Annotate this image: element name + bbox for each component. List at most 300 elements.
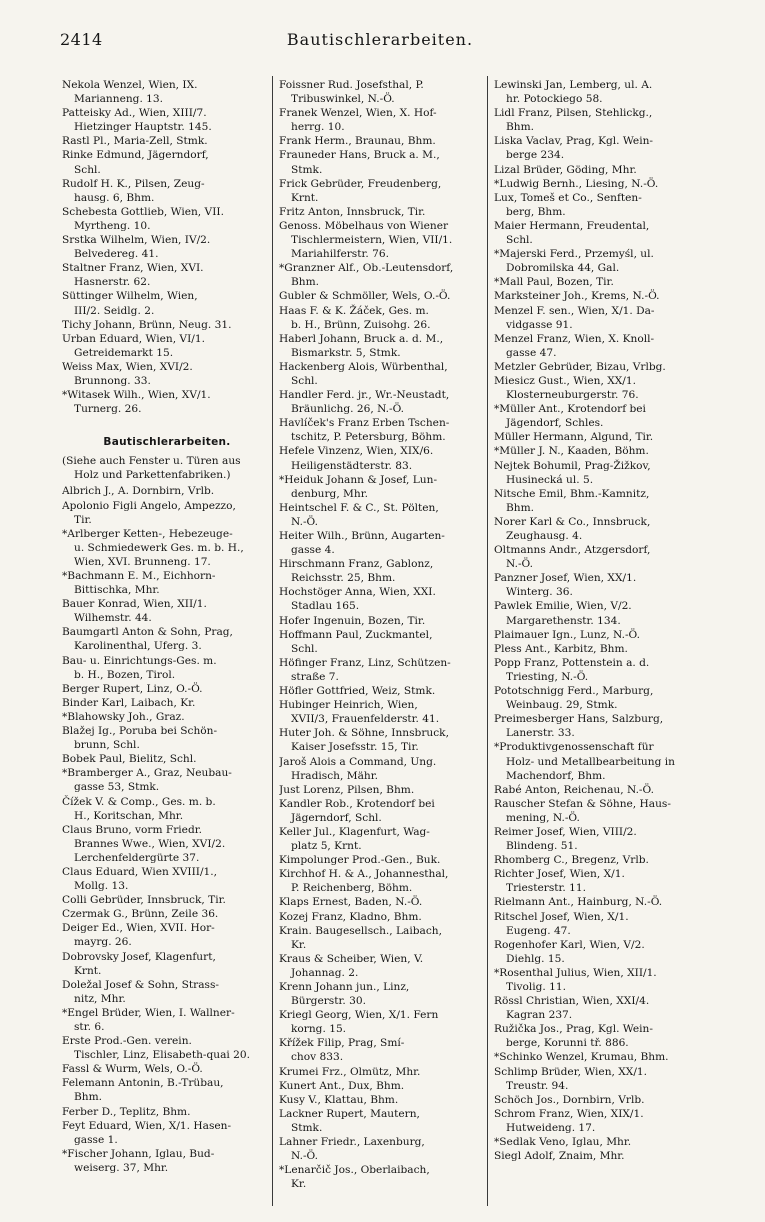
entry-continuation: H., Koritschan, Mhr.: [74, 809, 184, 822]
directory-entry: [62, 332, 272, 360]
directory-entry: [62, 724, 272, 752]
entry-continuation: Tischler, Linz, Elisabeth-quai 20.: [74, 1049, 250, 1062]
entry-continuation: XVII/3, Frauenfelderstr. 41.: [291, 713, 440, 726]
entry-continuation: herrg. 10.: [291, 121, 345, 134]
directory-entry: [494, 304, 704, 332]
directory-entry: [279, 219, 484, 261]
directory-entry: [494, 543, 704, 571]
entry-continuation: Karolinenthal, Uferg. 3.: [74, 640, 202, 653]
entry-continuation: str. 6.: [74, 1021, 105, 1033]
entry-line: Siegl Adolf, Znaim, Mhr.: [494, 1150, 625, 1163]
entry-line: *Heiduk Johann & Josef, Lun-: [279, 473, 438, 486]
entry-line: *Majerski Ferd., Przemyśl, ul.: [494, 248, 654, 261]
directory-entry: [494, 783, 704, 797]
page-header: [60, 30, 700, 52]
entry-line: *Mall Paul, Bozen, Tir.: [494, 276, 614, 289]
column-2-entries: [279, 78, 484, 1191]
directory-entry: [494, 712, 704, 740]
entry-line: Lackner Rupert, Mautern,: [279, 1107, 420, 1120]
entry-continuation: b. H., Brünn, Zuisohg. 26.: [291, 318, 431, 331]
directory-entry: [279, 797, 484, 825]
entry-continuation: Hasnerstr. 62.: [74, 276, 151, 289]
entry-continuation: Bhm.: [74, 1091, 103, 1104]
directory-entry: [279, 614, 484, 628]
directory-entry: [62, 682, 272, 696]
entry-continuation: gasse 1.: [74, 1133, 118, 1146]
entry-line: *Müller J. N., Kaaden, Böhm.: [494, 445, 649, 458]
entry-continuation: Tir.: [74, 513, 92, 526]
entry-continuation: Belvedereg. 41.: [74, 248, 159, 261]
entry-line: Doležal Josef & Sohn, Strass-: [62, 978, 219, 991]
entry-continuation: Schl.: [74, 163, 101, 176]
entry-continuation: mening, N.-Ö.: [506, 811, 580, 824]
entry-line: *Müller Ant., Krotendorf bei: [494, 403, 646, 416]
entry-continuation: berg, Bhm.: [506, 205, 566, 218]
entry-continuation: Kr.: [291, 1178, 307, 1191]
directory-entry: [279, 444, 484, 472]
entry-continuation: Schl.: [506, 234, 533, 247]
directory-entry: [279, 360, 484, 388]
directory-entry: [279, 1036, 484, 1064]
directory-entry: [279, 177, 484, 205]
directory-entry: [494, 1065, 704, 1093]
entry-continuation: Tribuswinkel, N.-Ö.: [291, 93, 395, 106]
entry-line: Albrich J., A. Dornbirn, Vrlb.: [62, 485, 215, 498]
entry-continuation: brunn, Schl.: [74, 739, 140, 752]
directory-entry: [279, 684, 484, 698]
directory-entry: [494, 1022, 704, 1050]
entry-line: Hefele Vinzenz, Wien, XIX/6.: [279, 445, 434, 458]
entry-continuation: Bräunlichg. 26, N.-Ö.: [291, 403, 405, 416]
directory-entry: [279, 910, 484, 924]
entry-continuation: Bittischka, Mhr.: [74, 584, 160, 597]
entry-line: Metzler Gebrüder, Bizau, Vrlbg.: [494, 360, 666, 373]
directory-entry: [62, 569, 272, 597]
directory-entry: [494, 332, 704, 360]
entry-line: Berger Rupert, Linz, O.-Ö.: [62, 682, 203, 695]
directory-entry: [279, 867, 484, 895]
entry-line: Apolonio Figli Angelo, Ampezzo,: [62, 499, 236, 512]
entry-continuation: Tischlermeistern, Wien, VII/1. Mariahilferstr. 76.: [291, 234, 453, 261]
entry-continuation: Hietzinger Hauptstr. 145.: [74, 121, 212, 134]
running-title: Bautischlerarbeiten.: [286, 30, 474, 49]
directory-entry: [62, 177, 272, 205]
entry-line: *Ludwig Bernh., Liesing, N.-Ö.: [494, 177, 659, 190]
entry-continuation: Krnt.: [291, 191, 319, 204]
entry-line: Menzel F. sen., Wien, X/1. Da-: [494, 304, 655, 317]
entry-line: Hoffmann Paul, Zuckmantel,: [279, 628, 433, 641]
entry-line: Rhomberg C., Bregenz, Vrlb.: [494, 854, 649, 867]
entry-line: Pawlek Emilie, Wien, V/2.: [494, 600, 632, 613]
entry-line: *Blahowsky Joh., Graz.: [62, 710, 185, 723]
entry-line: Claus Eduard, Wien XVIII/1.,: [62, 865, 218, 878]
entry-line: Bau- u. Einrichtungs-Ges. m.: [62, 654, 217, 667]
entry-continuation: Holz- und Metallbearbeitung in Machendorf, Bhm.: [506, 755, 675, 782]
entry-line: *Rosenthal Julius, Wien, XII/1.: [494, 966, 657, 979]
directory-entry: [494, 740, 704, 782]
directory-entry: [62, 1062, 272, 1076]
directory-entry: [62, 696, 272, 710]
entry-line: *Granzner Alf., Ob.-Leutensdorf,: [279, 262, 454, 275]
entry-line: *Schinko Wenzel, Krumau, Bhm.: [494, 1051, 669, 1064]
directory-entry: [494, 289, 704, 303]
entry-line: Czermak G., Brünn, Zeile 36.: [62, 908, 219, 921]
entry-line: Haas F. & K. Žáček, Ges. m.: [279, 304, 429, 317]
directory-entry: [494, 797, 704, 825]
entry-continuation: chov 833.: [291, 1051, 344, 1064]
entry-continuation: Bürgerstr. 30.: [291, 995, 366, 1008]
directory-entry: [62, 318, 272, 332]
directory-entry: [494, 402, 704, 430]
directory-entry: [62, 106, 272, 134]
entry-continuation: Marianneng. 13.: [74, 93, 164, 106]
entry-line: Staltner Franz, Wien, XVI.: [62, 262, 204, 275]
directory-entry: [62, 261, 272, 289]
entry-line: Reimer Josef, Wien, VIII/2.: [494, 825, 637, 838]
entry-continuation: Brunnong. 33.: [74, 374, 151, 387]
entry-line: Frauneder Hans, Bruck a. M.,: [279, 149, 440, 162]
directory-entry: [494, 599, 704, 627]
directory-entry: [494, 360, 704, 374]
entry-continuation: Bhm.: [506, 501, 535, 514]
entry-line: Keller Jul., Klagenfurt, Wag-: [279, 825, 430, 838]
entry-line: Huter Joh. & Söhne, Innsbruck,: [279, 727, 449, 740]
entry-continuation: Eugeng. 47.: [506, 924, 571, 937]
directory-entry: [279, 755, 484, 783]
entry-line: Fritz Anton, Innsbruck, Tir.: [279, 205, 426, 218]
entry-line: Foissner Rud. Josefsthal, P.: [279, 79, 424, 91]
entry-continuation: Heiligenstädterstr. 83.: [291, 459, 413, 472]
entry-line: Deiger Ed., Wien, XVII. Hor-: [62, 922, 215, 935]
column-2: [279, 78, 484, 1198]
entry-continuation: N.-Ö.: [291, 515, 318, 528]
entry-continuation: N.-Ö.: [506, 558, 533, 571]
directory-entry: [279, 924, 484, 952]
directory-entry: [494, 275, 704, 289]
entry-continuation: hr. Potockiego 58.: [506, 93, 603, 106]
entry-line: Lewinski Jan, Lemberg, ul. A.: [494, 79, 653, 91]
entry-line: *Bachmann E. M., Eichhorn-: [62, 570, 216, 582]
entry-line: Rössl Christian, Wien, XXI/4.: [494, 995, 650, 1008]
entry-line: Hubinger Heinrich, Wien,: [279, 699, 418, 712]
entry-continuation: nitz, Mhr.: [74, 992, 126, 1005]
entry-line: Genoss. Möbelhaus von Wiener: [279, 219, 449, 232]
entry-line: Urban Eduard, Wien, VI/1.: [62, 332, 205, 345]
entry-line: Hochstöger Anna, Wien, XXI.: [279, 586, 436, 599]
directory-entry: [279, 825, 484, 853]
entry-line: Ferber D., Teplitz, Bhm.: [62, 1105, 191, 1118]
directory-entry: [279, 1079, 484, 1093]
entry-continuation: berge, Korunni tř. 886.: [506, 1037, 629, 1050]
entry-line: Kunert Ant., Dux, Bhm.: [279, 1079, 405, 1092]
directory-entry: [279, 304, 484, 332]
entry-continuation: Kagran 237.: [506, 1009, 573, 1022]
entry-line: Rielmann Ant., Hainburg, N.-Ö.: [494, 896, 663, 909]
entry-line: Marksteiner Joh., Krems, N.-Ö.: [494, 290, 660, 303]
directory-entry: [494, 642, 704, 656]
entry-continuation: gasse 47.: [506, 346, 557, 359]
directory-entry: [494, 656, 704, 684]
entry-line: Kraus & Scheiber, Wien, V.: [279, 952, 424, 965]
directory-entry: [279, 473, 484, 501]
entry-line: Baumgartl Anton & Sohn, Prag,: [62, 626, 233, 639]
directory-entry: [62, 597, 272, 625]
entry-line: *Bramberger A., Graz, Neubau-: [62, 767, 232, 780]
directory-entry: [62, 1147, 272, 1175]
directory-entry: [494, 910, 704, 938]
entry-line: Kandler Rob., Krotendorf bei: [279, 797, 435, 810]
section-heading: Bautischlerarbeiten.: [103, 436, 231, 449]
directory-entry: [62, 360, 272, 388]
directory-entry: [62, 289, 272, 317]
directory-entry: [62, 893, 272, 907]
entry-line: *Lenarčič Jos., Oberlaibach,: [279, 1164, 430, 1177]
directory-entry: [62, 78, 272, 106]
entry-continuation: denburg, Mhr.: [291, 487, 368, 500]
directory-entry: [62, 766, 272, 794]
entry-line: Krenn Johann jun., Linz,: [279, 981, 410, 993]
entry-line: Maier Hermann, Freudental,: [494, 219, 650, 232]
entry-line: Weiss Max, Wien, XVI/2.: [62, 360, 193, 373]
entry-continuation: Diehlg. 15.: [506, 952, 565, 965]
directory-entry: [62, 625, 272, 653]
entry-line: Rabé Anton, Reichenau, N.-Ö.: [494, 783, 654, 796]
entry-line: Jaroš Alois a Command, Ung.: [279, 755, 437, 768]
section-note: [62, 454, 272, 482]
entry-continuation: Hradisch, Mähr.: [291, 769, 378, 782]
column-1-entries-after-heading: [62, 484, 272, 1175]
column-1: [62, 78, 272, 1198]
entry-line: Schebesta Gottlieb, Wien, VII.: [62, 205, 224, 218]
entry-line: *Arlberger Ketten-, Hebezeuge-: [62, 527, 233, 540]
entry-continuation: Kr.: [291, 938, 307, 951]
entry-continuation: Myrtheng. 10.: [74, 219, 151, 232]
entry-line: Pless Ant., Karbitz, Bhm.: [494, 642, 628, 655]
entry-continuation: Wilhemstr. 44.: [74, 612, 152, 625]
directory-entry: [494, 867, 704, 895]
entry-line: Bauer Konrad, Wien, XII/1.: [62, 598, 207, 611]
directory-entry: [279, 289, 484, 303]
directory-entry: [279, 698, 484, 726]
directory-entry: [494, 459, 704, 487]
entry-line: Schlimp Brüder, Wien, XX/1.: [494, 1065, 648, 1078]
directory-entry: [62, 752, 272, 766]
directory-entry: [279, 656, 484, 684]
directory-entry: [62, 823, 272, 865]
directory-entry: [279, 557, 484, 585]
entry-line: *Produktivgenossenschaft für: [494, 741, 654, 754]
entry-line: Schrom Franz, Wien, XIX/1.: [494, 1107, 644, 1120]
directory-entry: [494, 106, 704, 134]
entry-continuation: korng. 15.: [291, 1023, 347, 1036]
entry-continuation: Kaiser Josefsstr. 15, Tir.: [291, 741, 419, 754]
entry-continuation: Getreidemarkt 15.: [74, 346, 174, 359]
entry-line: Klaps Ernest, Baden, N.-Ö.: [279, 896, 423, 909]
entry-line: Heintschel F. & C., St. Pölten,: [279, 501, 439, 514]
directory-entry: [494, 219, 704, 247]
directory-entry: [494, 247, 704, 275]
directory-entry: [62, 907, 272, 921]
entry-continuation: Hutweideng. 17.: [506, 1121, 596, 1134]
directory-entry: [62, 1006, 272, 1034]
entry-line: Rinke Edmund, Jägerndorf,: [62, 149, 209, 162]
directory-entry: [279, 332, 484, 360]
entry-line: Kirchhof H. & A., Johannesthal,: [279, 868, 449, 881]
entry-line: Feyt Eduard, Wien, X/1. Hasen-: [62, 1119, 232, 1132]
entry-line: Rudolf H. K., Pilsen, Zeug-: [62, 177, 205, 190]
entry-line: Kimpolunger Prod.-Gen., Buk.: [279, 854, 441, 867]
entry-continuation: Johannag. 2.: [291, 966, 359, 979]
directory-entry: [279, 726, 484, 754]
directory-entry: [279, 205, 484, 219]
entry-line: Panzner Josef, Wien, XX/1.: [494, 572, 637, 585]
entry-line: Menzel Franz, Wien, X. Knoll-: [494, 332, 655, 345]
directory-entry: [279, 853, 484, 867]
directory-entry: [494, 191, 704, 219]
entry-line: *Sedlak Veno, Iglau, Mhr.: [494, 1136, 632, 1149]
entry-line: Lahner Friedr., Laxenburg,: [279, 1136, 425, 1149]
directory-entry: [279, 1163, 484, 1191]
entry-line: Müller Hermann, Algund, Tir.: [494, 431, 654, 444]
entry-line: Höfinger Franz, Linz, Schützen-: [279, 656, 451, 669]
directory-entry: [494, 966, 704, 994]
entry-line: Krain. Baugesellsch., Laibach,: [279, 924, 442, 937]
directory-entry: [62, 388, 272, 416]
entry-continuation: Brannes Wwe., Wien, XVI/2. Lerchenfeldergürte 37.: [74, 837, 226, 864]
entry-line: *Engel Brüder, Wien, I. Wallner-: [62, 1006, 235, 1019]
entry-line: Lizal Brüder, Göding, Mhr.: [494, 163, 637, 176]
directory-entry: [494, 163, 704, 177]
entry-continuation: gasse 53, Stmk.: [74, 781, 160, 794]
entry-line: Ritschel Josef, Wien, X/1.: [494, 910, 629, 923]
directory-entry: [279, 783, 484, 797]
directory-entry: [494, 1093, 704, 1107]
column-1-entries-before-heading: [62, 78, 272, 416]
entry-line: Erste Prod.-Gen. verein.: [62, 1035, 192, 1048]
entry-continuation: tschitz, P. Petersburg, Böhm.: [291, 431, 446, 444]
directory-entry: [279, 529, 484, 557]
directory-entry: [62, 865, 272, 893]
directory-entry: [62, 233, 272, 261]
column-divider-1: [272, 76, 273, 1206]
entry-continuation: P. Reichenberg, Böhm.: [291, 882, 413, 895]
entry-continuation: Turnerg. 26.: [74, 403, 142, 416]
entry-line: Čížek V. & Comp., Ges. m. b.: [62, 795, 216, 808]
entry-continuation: u. Schmiedewerk Ges. m. b. H., Wien, XVI. Brunneng. 17.: [74, 541, 244, 568]
entry-line: Popp Franz, Pottenstein a. d.: [494, 656, 650, 669]
directory-entry: [62, 134, 272, 148]
entry-line: Haberl Johann, Bruck a. d. M.,: [279, 332, 444, 345]
directory-entry: [494, 374, 704, 402]
entry-continuation: hausg. 6, Bhm.: [74, 191, 155, 204]
entry-line: Bobek Paul, Bielitz, Schl.: [62, 753, 197, 766]
entry-line: Plaimauer Ign., Lunz, N.-Ö.: [494, 628, 640, 641]
entry-line: Blažej Ig., Poruba bei Schön-: [62, 725, 218, 738]
entry-continuation: gasse 4.: [291, 544, 335, 557]
directory-entry: [279, 78, 484, 106]
entry-continuation: Margarethenstr. 134.: [506, 614, 621, 627]
entry-line: *Fischer Johann, Iglau, Bud-: [62, 1147, 215, 1160]
directory-entry: [279, 1093, 484, 1107]
entry-line: *Witasek Wilh., Wien, XV/1.: [62, 389, 211, 402]
entry-line: Oltmanns Andr., Atzgersdorf,: [494, 544, 651, 557]
entry-line: Havlíček's Franz Erben Tschen-: [279, 417, 450, 430]
entry-line: Gubler & Schmöller, Wels, O.-Ö.: [279, 290, 451, 303]
directory-entry: [279, 134, 484, 148]
directory-entry: [279, 1008, 484, 1036]
entry-line: Felemann Antonin, B.-Trübau,: [62, 1077, 224, 1090]
directory-entry: [279, 1135, 484, 1163]
entry-continuation: Stadlau 165.: [291, 600, 360, 613]
directory-entry: [62, 654, 272, 682]
directory-entry: [494, 994, 704, 1022]
entry-line: Frank Herm., Braunau, Bhm.: [279, 135, 436, 148]
directory-entry: [494, 78, 704, 106]
entry-line: Norer Karl & Co., Innsbruck,: [494, 515, 651, 528]
directory-entry: [279, 628, 484, 656]
entry-continuation: Jägendorf, Schles.: [506, 417, 604, 430]
directory-entry: [62, 978, 272, 1006]
entry-line: Nekola Wenzel, Wien, IX.: [62, 79, 198, 91]
entry-line: Franek Wenzel, Wien, X. Hof-: [279, 107, 437, 120]
directory-entry: [494, 1135, 704, 1149]
entry-continuation: b. H., Bozen, Tirol.: [74, 668, 176, 681]
entry-line: Rauscher Stefan & Söhne, Haus-: [494, 797, 671, 810]
directory-entry: [494, 134, 704, 162]
entry-line: Handler Ferd. jr., Wr.-Neustadt,: [279, 389, 450, 402]
entry-continuation: Reichsstr. 25, Bhm.: [291, 572, 396, 585]
entry-continuation: platz 5, Krnt.: [291, 840, 362, 853]
directory-entry: [494, 1149, 704, 1163]
entry-continuation: Triesterstr. 11.: [506, 882, 586, 895]
entry-line: Nitsche Emil, Bhm.-Kamnitz,: [494, 487, 650, 500]
directory-entry: [494, 1107, 704, 1135]
entry-continuation: mayrg. 26.: [74, 936, 132, 949]
directory-entry: [494, 444, 704, 458]
entry-line: Miesicz Gust., Wien, XX/1.: [494, 374, 636, 387]
entry-line: Ružička Jos., Prag, Kgl. Wein-: [494, 1023, 653, 1036]
section-note-line-1: (Siehe auch Fenster u. Türen aus: [62, 455, 241, 468]
directory-entry: [494, 1050, 704, 1064]
entry-line: Binder Karl, Laibach, Kr.: [62, 696, 196, 709]
entry-line: Liska Vaclav, Prag, Kgl. Wein-: [494, 135, 653, 148]
directory-entry: [62, 710, 272, 724]
directory-entry: [279, 952, 484, 980]
entry-continuation: Tivolig. 11.: [506, 981, 566, 993]
entry-line: Kozej Franz, Kladno, Bhm.: [279, 910, 422, 923]
entry-line: Fassl & Wurm, Wels, O.-Ö.: [62, 1063, 203, 1076]
entry-line: Pototschnigg Ferd., Marburg,: [494, 685, 654, 698]
entry-continuation: Blindeng. 51.: [506, 840, 578, 853]
entry-continuation: Dobromilska 44, Gal.: [506, 262, 620, 275]
entry-line: Dobrovsky Josef, Klagenfurt,: [62, 950, 216, 963]
directory-entry: [279, 980, 484, 1008]
entry-line: Frick Gebrüder, Freudenberg,: [279, 177, 442, 190]
entry-continuation: Krnt.: [74, 964, 102, 977]
entry-continuation: Jägerndorf, Schl.: [291, 811, 382, 824]
directory-entry: [279, 585, 484, 613]
directory-entry: [494, 895, 704, 909]
directory-entry: [279, 388, 484, 416]
entry-line: Schöch Jos., Dornbirn, Vrlb.: [494, 1093, 645, 1106]
entry-line: Krumei Frz., Olmütz, Mhr.: [279, 1065, 421, 1078]
directory-entry: [62, 795, 272, 823]
directory-entry: [279, 416, 484, 444]
directory-entry: [62, 1119, 272, 1147]
entry-continuation: Bhm.: [506, 121, 535, 134]
directory-entry: [62, 1076, 272, 1104]
directory-entry: [62, 148, 272, 176]
